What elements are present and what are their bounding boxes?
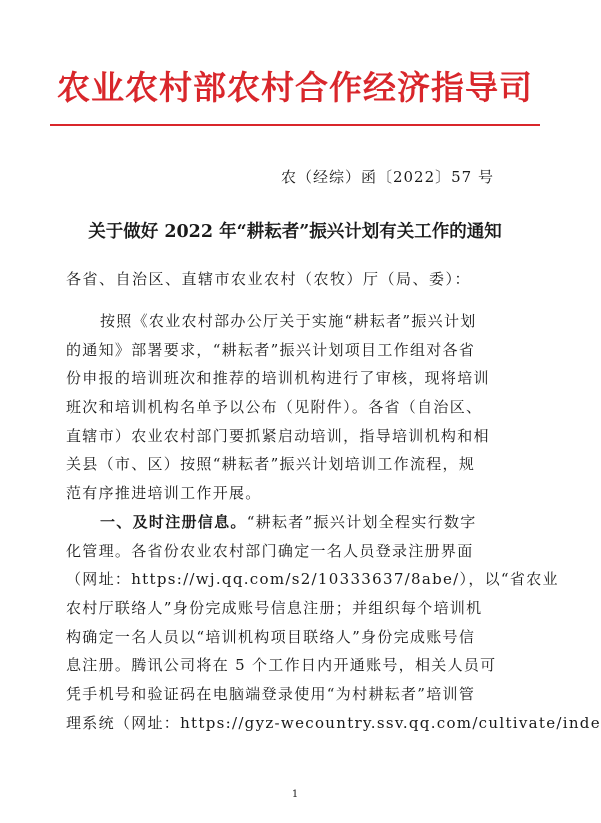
paragraph-line: 构确定一名人员以“培训机构项目联络人”身份完成账号信 [66, 627, 476, 646]
paragraph-line: 按照《农业农村部办公厅关于实施“耕耘者”振兴计划 [100, 312, 477, 330]
addressee: 各省、自治区、直辖市农业农村（农牧）厅（局、委）： [66, 270, 472, 288]
header-red-rule [50, 124, 540, 126]
paragraph-line: 份申报的培训班次和推荐的培训机构进行了审核，现将培训 [66, 369, 490, 388]
section-heading: 一、及时注册信息。 [100, 512, 247, 531]
body-text [66, 307, 601, 737]
paragraph-line: 化管理。各省份农业农村部门确定一名人员登录注册界面 [66, 541, 474, 560]
page-number: 1 [291, 789, 299, 800]
paragraph-line: 理系统（网址：https://gyz-wecountry.ssv.qq.com/cultivate/inde [66, 713, 601, 732]
paragraph-line: 范有序推进培训工作开展。 [66, 484, 262, 503]
paragraph-line: 凭手机号和验证码在电脑端登录使用“为村耕耘者”培训管 [66, 684, 476, 703]
section-heading-line [66, 508, 536, 537]
document-number: 农（经综）函〔2022〕57 号 [280, 168, 494, 186]
paragraph-line: 关县（市、区）按照“耕耘者”振兴计划培训工作流程，规 [66, 455, 476, 474]
paragraph-line: 农村厅联络人”身份完成账号信息注册；并组织每个培训机 [66, 598, 483, 617]
paragraph-line: 直辖市）农业农村部门要抓紧启动培训，指导培训机构和相 [66, 426, 490, 445]
document-title: 关于做好 2022 年“耕耘者”振兴计划有关工作的通知 [88, 222, 502, 242]
paragraph-line: 息注册。腾讯公司将在 5 个工作日内开通账号，相关人员可 [66, 656, 497, 675]
paragraph-line: （网址：https://wj.qq.com/s2/10333637/8abe/），以“省农业 [66, 570, 559, 589]
section-heading-rest: “耕耘者”振兴计划全程实行数字 [246, 512, 477, 531]
issuer-header: 农业农村部农村合作经济指导司 [57, 68, 533, 107]
paragraph-line: 班次和培训机构名单予以公布（见附件）。各省（自治区、 [66, 398, 483, 417]
paragraph-line: 的通知》部署要求，“耕耘者”振兴计划项目工作组对各省 [66, 340, 476, 359]
